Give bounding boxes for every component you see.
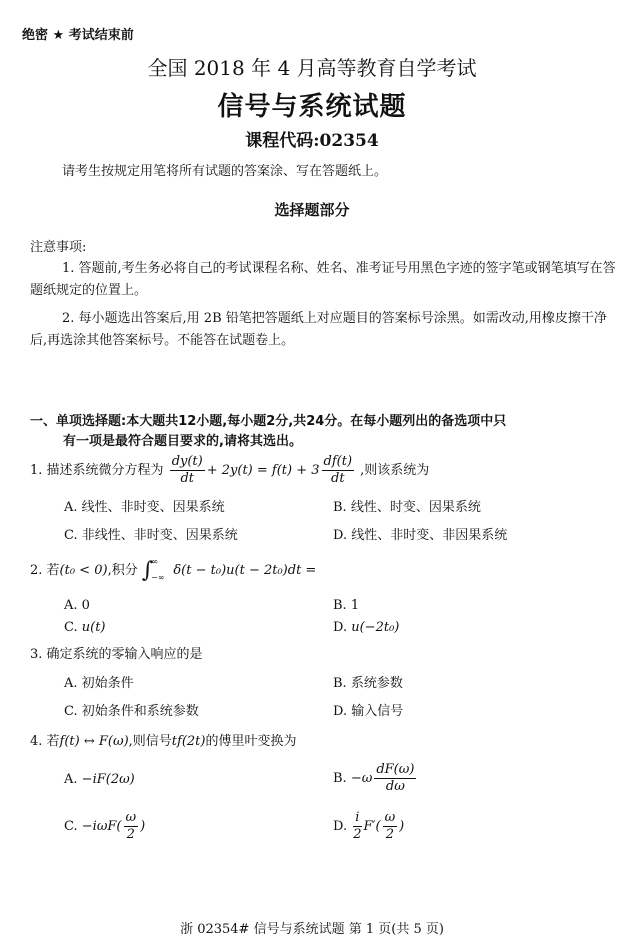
q2-option-c: C. u(t) xyxy=(64,620,106,635)
q2-condition: (t₀ < 0) xyxy=(59,563,108,578)
course-code: 课程代码:02354 xyxy=(245,131,379,151)
question-3: 3. 确定系统的零输入响应的是 xyxy=(30,647,203,662)
q4-signal: tf(2t) xyxy=(171,734,206,749)
q2-mid: ,积分 xyxy=(107,563,138,578)
q1-equation: $\frac{dy(t)}{dt}$ + 2y(t) = f(t) + 3 $\frac{df(t)}{dt}$ xyxy=(171,454,353,486)
page-footer: 浙 02354# 信号与系统试题 第 1 页(共 5 页) xyxy=(180,922,444,937)
instruction: 请考生按规定用笔将所有试题的答案涂、写在答题纸上。 xyxy=(62,164,388,179)
subject-title: 信号与系统试题 xyxy=(217,92,407,122)
q1-prefix: 1. 描述系统微分方程为 xyxy=(30,463,164,478)
q2-option-b: B. 1 xyxy=(333,598,360,613)
integral-sign-icon: ∫ xyxy=(141,558,154,583)
part-one-line1: 一、单项选择题:本大题共12小题,每小题2分,共24分。在每小题列出的备选项中只 xyxy=(30,414,507,429)
q1-option-a: A. 线性、非时变、因果系统 xyxy=(64,500,225,515)
note-1: 1. 答题前,考生务必将自己的考试课程名称、姓名、准考证号用黑色字迹的签字笔或钢笔填写在答题纸规定的位置上。 xyxy=(30,261,616,298)
question-1 xyxy=(30,454,429,487)
q3-option-d: D. 输入信号 xyxy=(333,704,404,719)
note-2: 2. 每小题选出答案后,用 2B 铅笔把答题纸上对应题目的答案标号涂黑。如需改动,用橡皮擦干净后,再选涂其他答案标号。不能答在试题卷上。 xyxy=(30,311,607,348)
q1-option-d: D. 线性、非时变、非因果系统 xyxy=(333,528,508,543)
q3-option-c: C. 初始条件和系统参数 xyxy=(64,704,199,719)
q1-suffix: ,则该系统为 xyxy=(360,463,430,478)
exam-title: 全国 2018 年 4 月高等教育自学考试 xyxy=(147,56,477,80)
q4-pair: f(t) ↔ F(ω) xyxy=(59,734,129,749)
q4-option-d: D. $\frac{i}{2}$ F′( $\frac{\omega}{2}$ ) xyxy=(333,810,405,842)
part-one-heading xyxy=(30,412,620,452)
q4-option-c: C. −iωF( $\frac{\omega}{2}$ ) xyxy=(64,810,146,842)
q3-option-b: B. 系统参数 xyxy=(333,676,403,691)
q1-option-c: C. 非线性、非时变、因果系统 xyxy=(64,528,238,543)
question-4: 4. 若f(t) ↔ F(ω),则信号tf(2t)的傅里叶变换为 xyxy=(30,734,297,749)
notes-heading: 注意事项: xyxy=(30,240,87,255)
q3-option-a: A. 初始条件 xyxy=(64,676,134,691)
q4-option-a: A. −iF(2ω) xyxy=(64,772,135,787)
q2-prefix: 2. 若 xyxy=(30,563,60,578)
q2-integral: $\int^\infty_{-\infty}$ δ(t − t₀)u(t − 2t₀)dt = xyxy=(141,557,317,583)
q4-option-b: B. −ω $\frac{dF(\omega)}{d\omega}$ xyxy=(333,762,415,794)
section-title: 选择题部分 xyxy=(274,201,350,219)
q2-option-a: A. 0 xyxy=(64,598,90,613)
q2-option-d: D. u(−2t₀) xyxy=(333,620,400,635)
confidential-label: 绝密 ★ 考试结束前 xyxy=(22,28,134,43)
q1-option-b: B. 线性、时变、因果系统 xyxy=(333,500,481,515)
question-2 xyxy=(30,558,316,583)
part-one-line2: 有一项是最符合题目要求的,请将其选出。 xyxy=(63,434,302,449)
